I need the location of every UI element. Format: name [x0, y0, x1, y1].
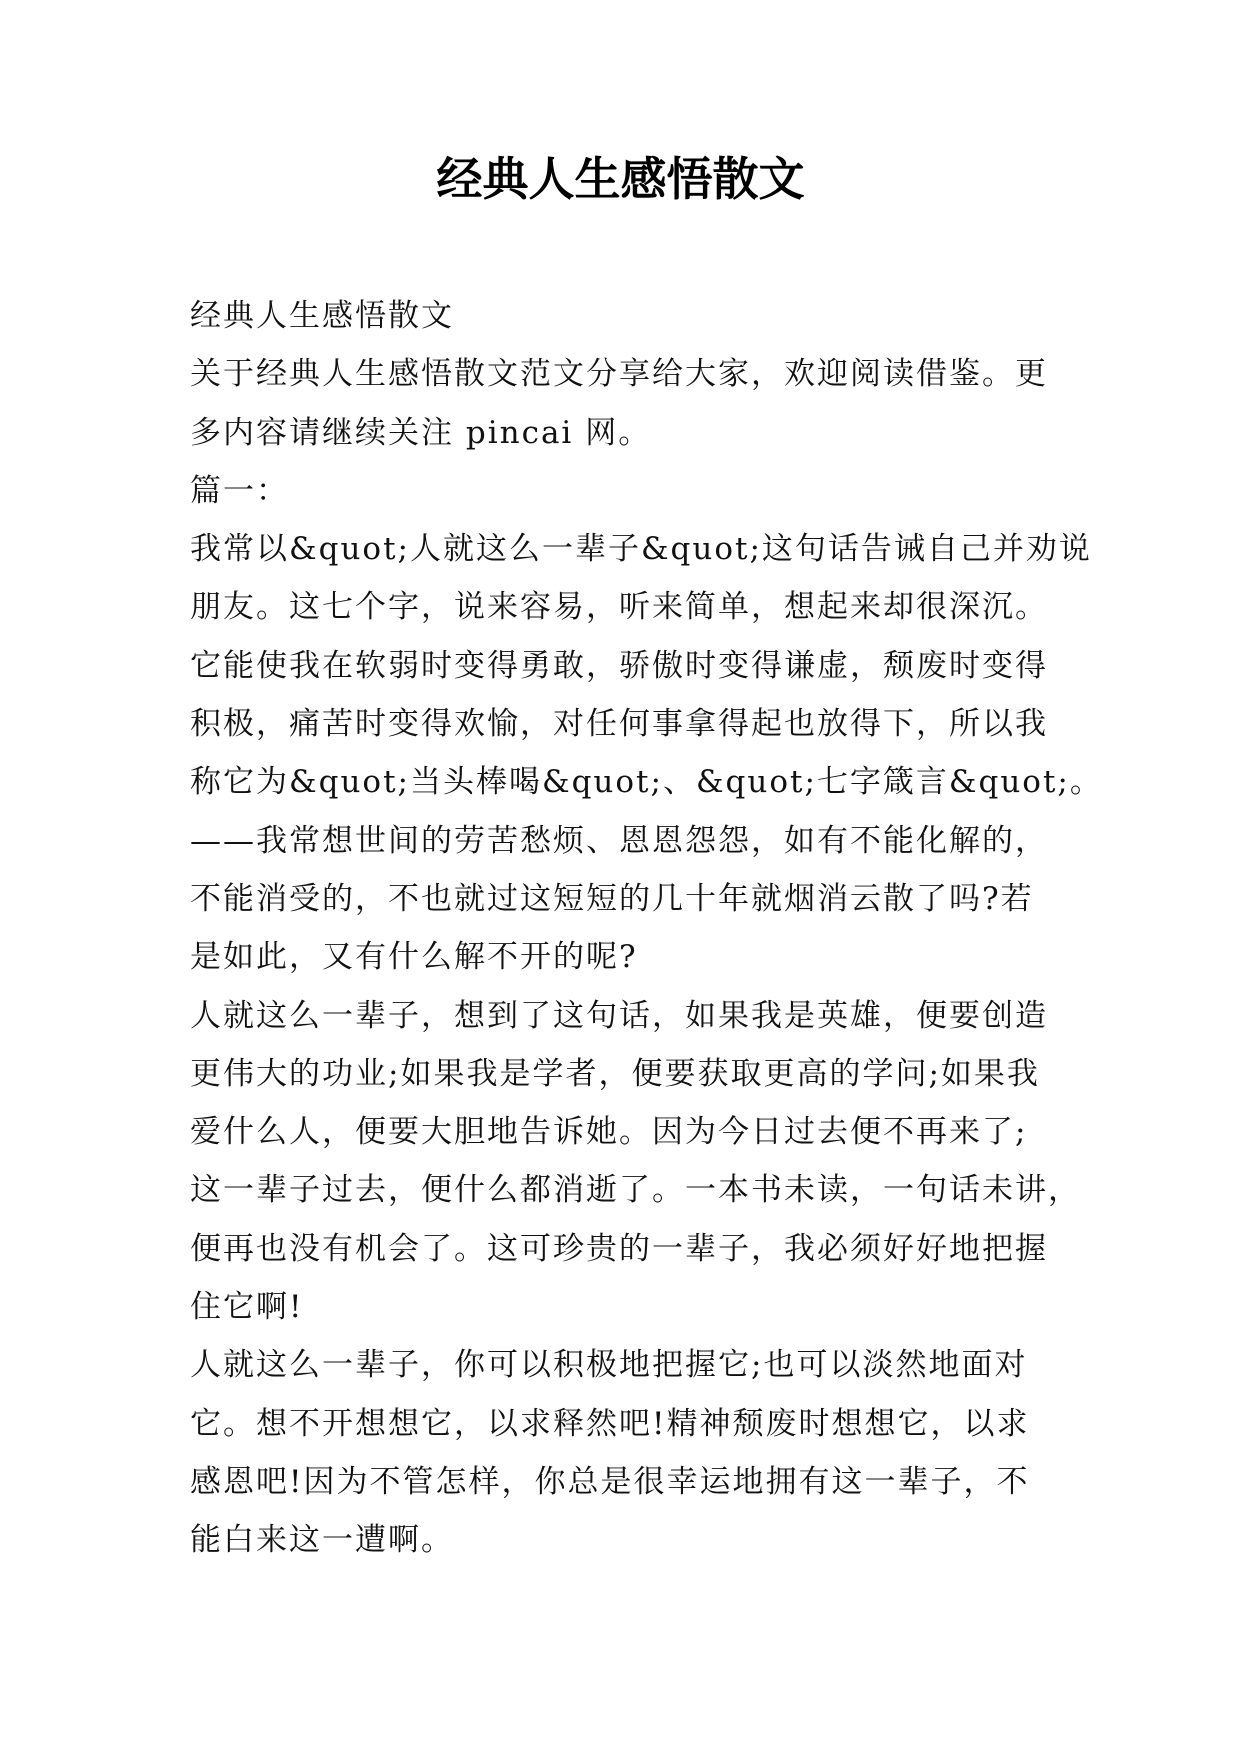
text-line: 多内容请继续关注 pincai 网。	[190, 414, 652, 451]
text-line: 能白来这一遭啊。	[190, 1522, 454, 1559]
text-line: 住它啊!	[190, 1289, 304, 1326]
document-body	[190, 287, 1190, 1570]
text-line: 感恩吧!因为不管怎样，你总是很幸运地拥有这一辈子，不	[190, 1463, 1030, 1500]
document-title: 经典人生感悟散文	[436, 152, 805, 206]
text-line: 人就这么一辈子，你可以积极地把握它;也可以淡然地面对	[190, 1347, 1028, 1384]
text-line: 是如此，又有什么解不开的呢?	[190, 939, 638, 976]
text-line: 便再也没有机会了。这可珍贵的一辈子，我必须好好地把握	[190, 1230, 1048, 1267]
paragraph-1	[190, 520, 1190, 986]
text-line: 朋友。这七个字，说来容易，听来简单，想起来却很深沉。	[190, 589, 1048, 626]
text-line: 爱什么人，便要大胆地告诉她。因为今日过去便不再来了;	[190, 1114, 1028, 1151]
text-line: 它。想不开想想它，以求释然吧!精神颓废时想想它，以求	[190, 1405, 1030, 1442]
text-line: 人就这么一辈子，想到了这句话，如果我是英雄，便要创造	[190, 997, 1048, 1034]
text-line: 称它为&quot;当头棒喝&quot;、&quot;七字箴言&quot;。	[190, 764, 1103, 801]
section-label	[190, 462, 1190, 520]
body-heading	[190, 287, 1190, 345]
text-line: 关于经典人生感悟散文范文分享给大家，欢迎阅读借鉴。更	[190, 356, 1048, 393]
paragraph-2	[190, 987, 1190, 1337]
paragraph-3	[190, 1336, 1190, 1569]
intro-paragraph	[190, 345, 1190, 462]
text-line: 这一辈子过去，便什么都消逝了。一本书未读，一句话未讲，	[190, 1172, 1081, 1209]
text-line: 我常以&quot;人就这么一辈子&quot;这句话告诫自己并劝说	[190, 531, 1092, 568]
text-line: 更伟大的功业;如果我是学者，便要获取更高的学问;如果我	[190, 1055, 1040, 1092]
text-line: ——我常想世间的劳苦愁烦、恩恩怨怨，如有不能化解的，	[190, 822, 1048, 859]
text-line: 它能使我在软弱时变得勇敢，骄傲时变得谦虚，颓废时变得	[190, 647, 1048, 684]
text-line: 不能消受的，不也就过这短短的几十年就烟消云散了吗?若	[190, 880, 1034, 917]
text-line: 篇一：	[190, 472, 289, 509]
text-line: 积极，痛苦时变得欢愉，对任何事拿得起也放得下，所以我	[190, 706, 1048, 743]
text-line: 经典人生感悟散文	[190, 298, 454, 334]
